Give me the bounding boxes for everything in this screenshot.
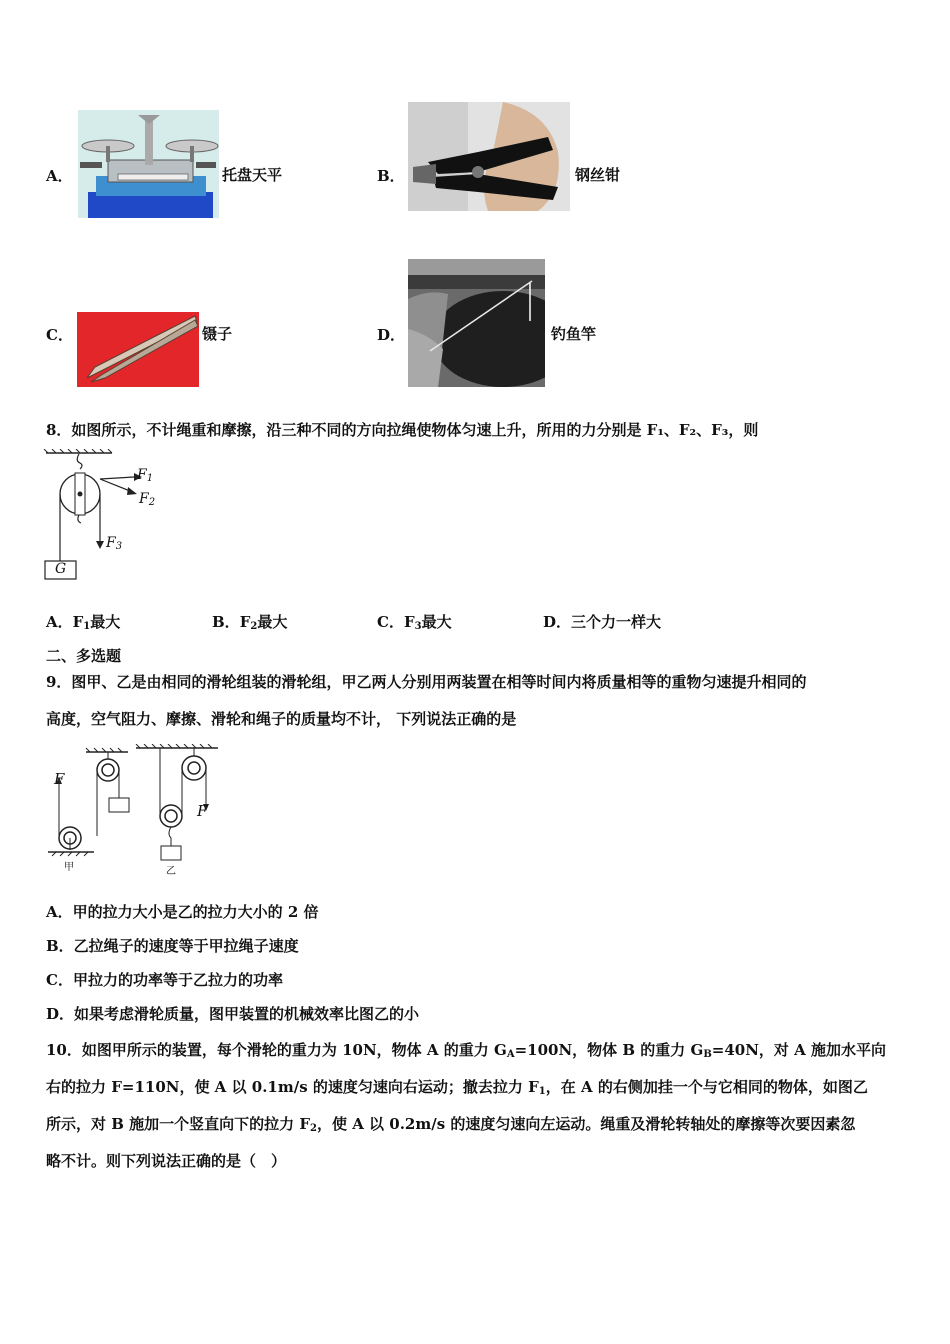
q8-option-c[interactable]: C．$F_3$最大 — [377, 613, 452, 632]
question-8-stem: 8．如图所示，不计绳重和摩擦，沿三种不同的方向拉绳使物体匀速上升，所用的力分别是 F₁、F₂、F₃，则 — [46, 421, 759, 439]
q8-option-a[interactable]: A．$F_1$最大 — [46, 613, 121, 632]
pulley-figure-q9 — [46, 744, 226, 876]
q9-option-a[interactable]: A．甲的拉力大小是乙的拉力大小的 2 倍 — [46, 903, 319, 921]
option-label-b: 钢丝钳 — [575, 166, 621, 184]
force-label-jia: F — [54, 770, 65, 788]
option-label-a: 托盘天平 — [222, 166, 283, 184]
question-10-line2: 右的拉力 F=110N，使 A 以 0.1m/s 的速度匀速向右运动；撤去拉力 $F_1$，在 A 的右侧加挂一个与它相同的物体，如图乙 — [46, 1078, 868, 1097]
tweezers-icon — [77, 312, 199, 387]
figure-label-yi: 乙 — [166, 866, 176, 877]
f1-label: $F_1$ — [137, 467, 154, 484]
question-10-line1: 10．如图甲所示的装置，每个滑轮的重力为 10N，物体 A 的重力 $G_A=100N$，物体 B 的重力 $G_B=40N$，对 A 施加水平向 — [46, 1041, 887, 1060]
question-10-line3: 所示，对 B 施加一个竖直向下的拉力 $F_2$，使 A 以 0.2m/s 的速度匀速向左运动。绳重及滑轮转轴处的摩擦等次要因素忽 — [46, 1115, 856, 1134]
figure-label-jia: 甲 — [64, 862, 74, 873]
fishing-rod-icon — [408, 259, 545, 387]
f2-label: $F_2$ — [139, 491, 156, 508]
option-letter-d: D． — [377, 326, 406, 344]
pliers-icon — [408, 102, 570, 211]
f3-label: $F_3$ — [106, 535, 123, 552]
option-letter-c: C． — [46, 326, 73, 344]
option-letter-b: B． — [377, 167, 405, 185]
force-label-yi: F — [197, 802, 208, 820]
question-9-stem-line1: 9．图甲、乙是由相同的滑轮组装的滑轮组，甲乙两人分别用两装置在相等时间内将质量相等的重物匀速提升相同的 — [46, 673, 807, 691]
q9-option-b[interactable]: B．乙拉绳子的速度等于甲拉绳子速度 — [46, 937, 299, 955]
option-label-c: 镊子 — [202, 325, 233, 343]
option-label-d: 钓鱼竿 — [551, 325, 597, 343]
question-10-line4: 略不计。则下列说法正确的是（ ） — [46, 1152, 287, 1170]
q9-option-c[interactable]: C．甲拉力的功率等于乙拉力的功率 — [46, 971, 283, 989]
option-letter-a: A． — [46, 167, 73, 185]
weight-label: G — [55, 561, 67, 577]
balance-scale-icon — [78, 110, 219, 218]
question-9-stem-line2: 高度，空气阻力、摩擦、滑轮和绳子的质量均不计， 下列说法正确的是 — [46, 710, 517, 728]
q8-option-b[interactable]: B．$F_2$最大 — [212, 613, 288, 632]
q9-option-d[interactable]: D．如果考虑滑轮质量，图甲装置的机械效率比图乙的小 — [46, 1005, 420, 1023]
pulley-figure-q8 — [42, 449, 172, 584]
q8-option-d[interactable]: D．三个力一样大 — [543, 613, 662, 631]
section-title: 二、多选题 — [46, 647, 122, 665]
